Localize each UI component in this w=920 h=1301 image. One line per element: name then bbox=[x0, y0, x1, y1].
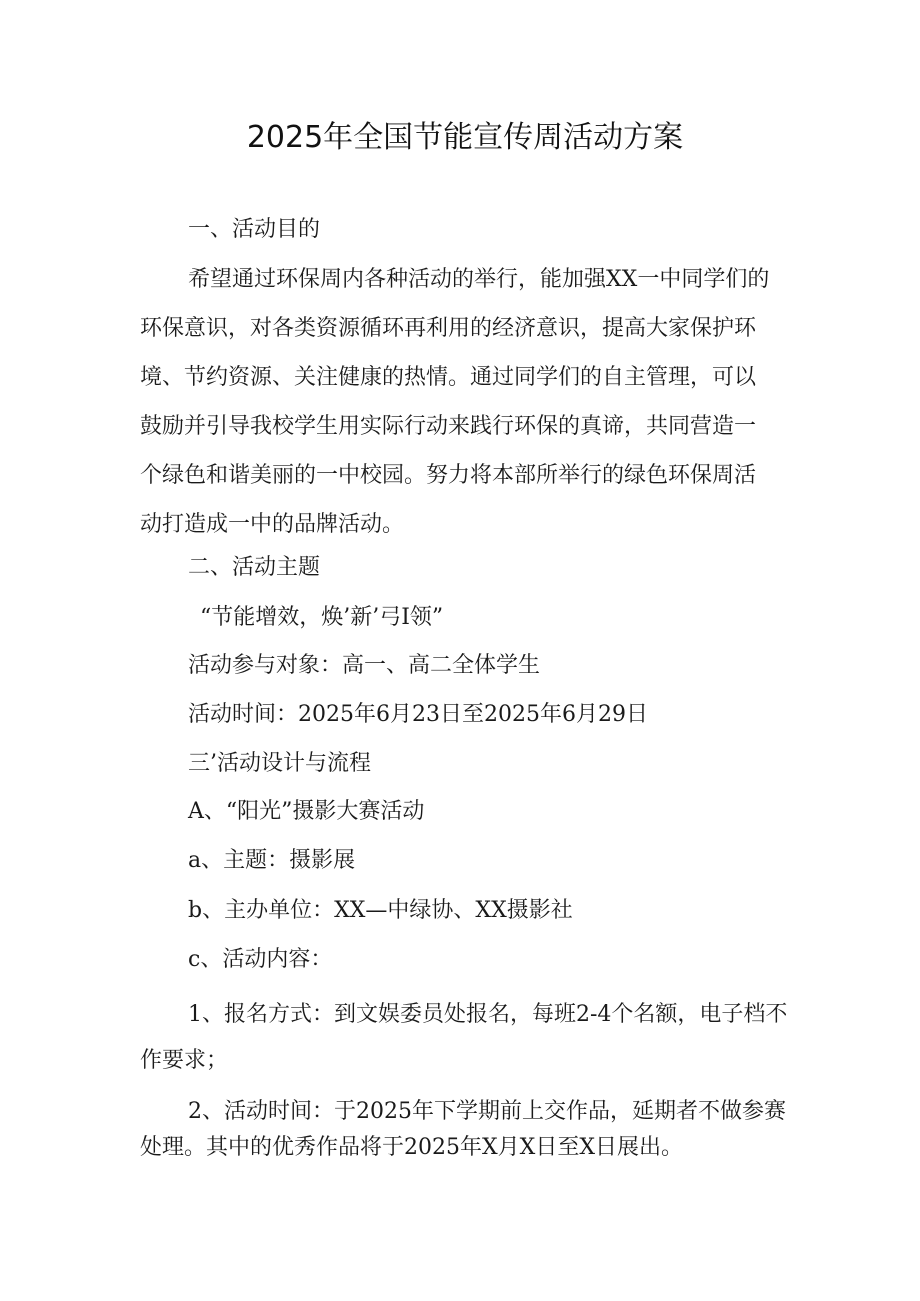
section-heading-design: 三’活动设计与流程 bbox=[188, 751, 371, 776]
activity-a-heading: A、“阳光”摄影大赛活动 bbox=[188, 799, 425, 824]
paragraph-line: 希望通过环保周内各种活动的举行，能加强XX一中同学们的 bbox=[188, 267, 770, 292]
paragraph-line: 1、报名方式：到文娱委员处报名，每班2-4个名额，电子档不 bbox=[188, 1002, 788, 1027]
section-heading-theme: 二、活动主题 bbox=[188, 555, 321, 580]
document-title: 2025年全国节能宣传周活动方案 bbox=[246, 120, 684, 155]
paragraph-line: 鼓励并引导我校学生用实际行动来践行环保的真谛，共同营造一 bbox=[140, 414, 757, 439]
item-b-organizer: b、主办单位：XX—中绿协、XX摄影社 bbox=[188, 898, 573, 923]
content-time bbox=[140, 1094, 786, 1166]
paragraph-line: 处理。其中的优秀作品将于2025年X月X日至X日展出。 bbox=[140, 1135, 683, 1160]
paragraph-line: 个绿色和谐美丽的一中校园。努力将本部所举行的绿色环保周活 bbox=[140, 463, 757, 488]
paragraph-line: 境、节约资源、关注健康的热情。通过同学们的自主管理，可以 bbox=[140, 365, 757, 390]
time-line: 活动时间：2025年6月23日至2025年6月29日 bbox=[188, 702, 648, 727]
paragraph-line: 2、活动时间：于2025年下学期前上交作品，延期者不做参赛 bbox=[188, 1099, 786, 1124]
paragraph-line: 作要求； bbox=[140, 1048, 229, 1073]
section-heading-purpose: 一、活动目的 bbox=[188, 217, 321, 242]
participants-line: 活动参与对象：高一、高二全体学生 bbox=[188, 653, 541, 678]
theme-slogan: “节能增效，焕’新’弓I领” bbox=[200, 605, 444, 630]
item-a-theme: a、主题：摄影展 bbox=[188, 848, 356, 873]
paragraph-line: 动打造成一中的品牌活动。 bbox=[140, 512, 405, 537]
item-c-content: c、活动内容： bbox=[188, 947, 333, 972]
paragraph-line: 环保意识，对各类资源循环再利用的经济意识，提高大家保护环 bbox=[140, 316, 757, 341]
purpose-paragraph bbox=[140, 255, 769, 549]
content-registration bbox=[140, 992, 787, 1084]
